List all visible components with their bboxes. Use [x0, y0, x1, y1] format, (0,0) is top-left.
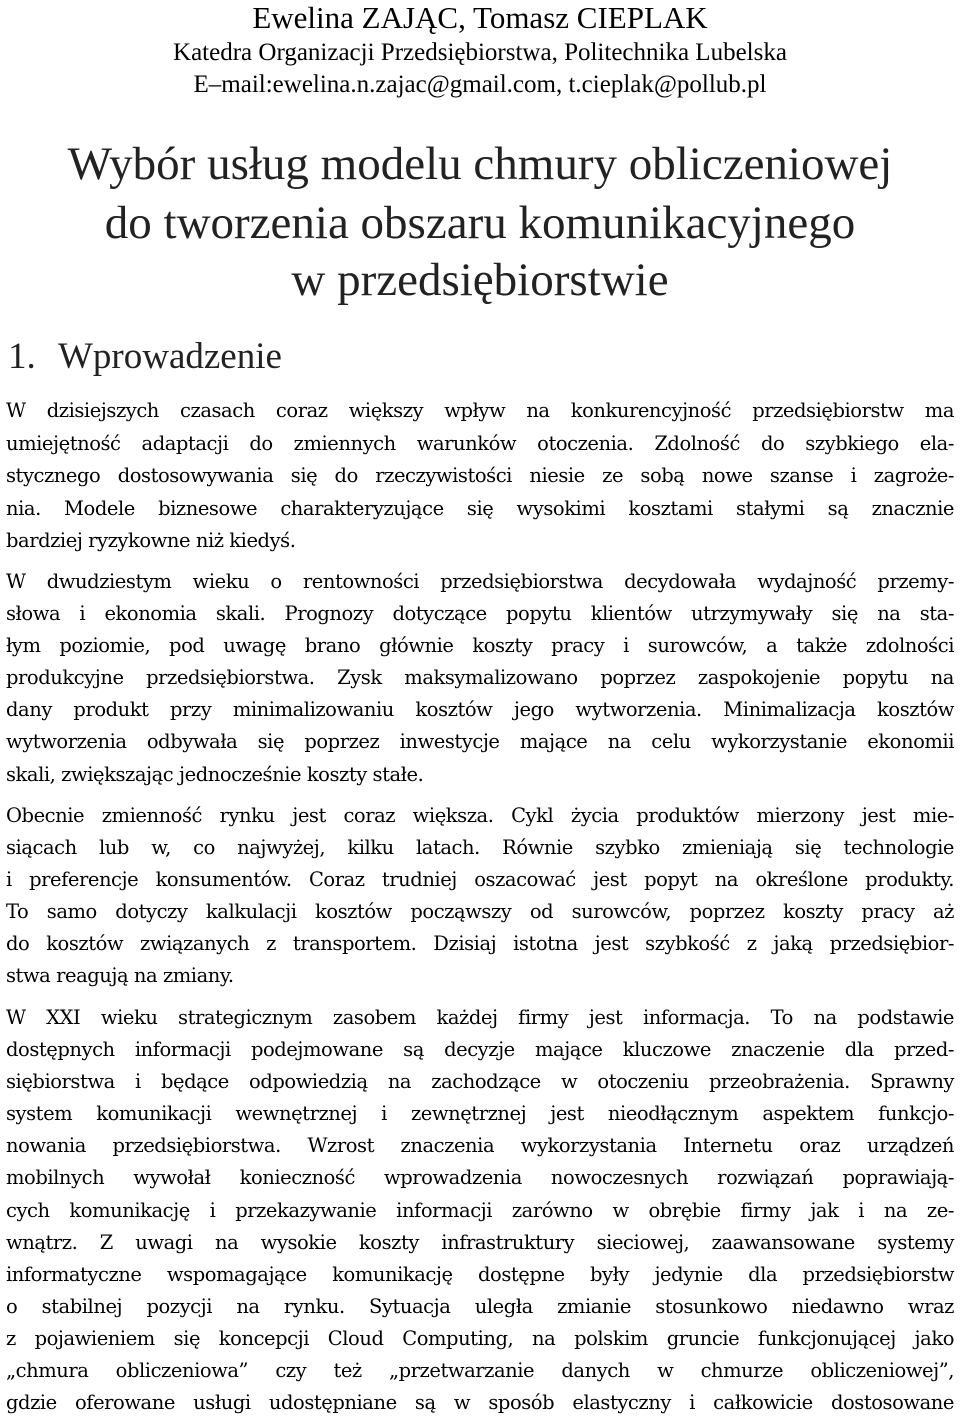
authors: Ewelina ZAJĄC, Tomasz CIEPLAK	[252, 0, 708, 35]
paragraph	[6, 800, 954, 993]
text-line: dany produkt przy minimalizowaniu kosztów jego wytworzenia. Minimalizacja kosztów	[6, 698, 954, 722]
text-line: „chmura obliczeniowa” czy też „przetwarzanie danych w chmurze obliczeniowej”,	[6, 1359, 954, 1383]
text-line: mobilnych wywołał konieczność wprowadzenia nowoczesnych rozwiązań poprawiają-	[6, 1166, 954, 1190]
text-line: bardziej ryzykowne niż kiedyś.	[6, 529, 296, 552]
paragraph	[6, 1002, 954, 1419]
paragraph	[6, 395, 954, 558]
text-line: W dwudziestym wieku o rentowności przedsiębiorstwa decydowała wydajność przemy-	[6, 570, 954, 593]
text-line: z pojawieniem się koncepcji Cloud Computing, na polskim gruncie funkcjonującej jako	[6, 1326, 954, 1350]
text-line: stycznego dostosowywania się do rzeczywistości niesie ze sobą nowe szanse i zagroże-	[6, 464, 954, 487]
affiliation: Katedra Organizacji Przedsiębiorstwa, Politechnika Lubelska	[173, 39, 787, 66]
text-line: dostępnych informacji podejmowane są decyzje mające kluczowe znaczenie dla przed-	[6, 1038, 954, 1062]
text-line: słowa i ekonomia skali. Prognozy dotyczące popytu klientów utrzymywały się na sta-	[6, 602, 954, 626]
text-line: wnątrz. Z uwagi na wysokie koszty infrastruktury sieciowej, zaawansowane systemy	[6, 1230, 954, 1254]
text-line: nowania przedsiębiorstwa. Wzrost znaczenia wykorzystania Internetu oraz urządzeń	[6, 1134, 954, 1158]
text-line: To samo dotyczy kalkulacji kosztów począwszy od surowców, poprzez koszty pracy aż	[6, 900, 954, 924]
text-line: informatyczne wspomagające komunikację dostępne były jedynie dla przedsiębiorstw	[6, 1262, 954, 1286]
title-line: w przedsiębiorstwie	[291, 254, 669, 306]
text-line: skali, zwiększając jednocześnie koszty stałe.	[6, 762, 424, 786]
text-line: gdzie oferowane usługi udostępniane są w sposób elastyczny i całkowicie dostosowane	[6, 1391, 954, 1415]
text-line: do kosztów związanych z transportem. Dzisiaj istotna jest szybkość z jaką przedsiębior-	[6, 932, 954, 956]
text-line: i preferencje konsumentów. Coraz trudniej oszacować jest popyt na określone produkty.	[6, 868, 954, 892]
text-line: o stabilnej pozycji na rynku. Sytuacja uległa zmianie stosunkowo niedawno wraz	[6, 1294, 954, 1318]
text-line: siącach lub w, co najwyżej, kilku latach. Równie szybko zmieniają się technologie	[6, 836, 954, 860]
section-title: Wprowadzenie	[58, 336, 282, 377]
text-line: W XXI wieku strategicznym zasobem każdej firmy jest informacja. To na podstawie	[6, 1006, 954, 1029]
section-heading	[8, 330, 282, 384]
text-line: stwa reagują na zmiany.	[6, 964, 234, 988]
text-line: wytworzenia odbywała się poprzez inwestycje mające na celu wykorzystanie ekonomii	[6, 730, 954, 754]
section-number: 1.	[8, 336, 36, 377]
text-line: siębiorstwa i będące odpowiedzią na zachodzące w otoczeniu przeobrażenia. Sprawny	[6, 1070, 954, 1094]
paragraph	[6, 566, 954, 791]
text-line: łym poziomie, pod uwagę brano głównie koszty pracy i surowców, a także zdolności	[6, 634, 954, 658]
text-line: W dzisiejszych czasach coraz większy wpływ na konkurencyjność przedsiębiorstw ma	[6, 399, 954, 422]
title-line: Wybór usług modelu chmury obliczeniowej	[67, 138, 893, 190]
text-line: umiejętność adaptacji do zmiennych warunków otoczenia. Zdolność do szybkiego ela-	[6, 431, 954, 455]
text-line: nia. Modele biznesowe charakteryzujące się wysokimi kosztami stałymi są znacznie	[6, 496, 954, 520]
text-line: Obecnie zmienność rynku jest coraz większa. Cykl życia produktów mierzony jest mie-	[6, 804, 954, 827]
text-line: cych komunikację i przekazywanie informacji zarówno w obrębie firmy jak i na ze-	[6, 1198, 954, 1222]
text-line: produkcyjne przedsiębiorstwa. Zysk maksymalizowano poprzez zaspokojenie popytu na	[6, 666, 954, 690]
author-emails: E–mail:ewelina.n.zajac@gmail.com, t.cieplak@pollub.pl	[193, 71, 767, 98]
title-line: do tworzenia obszaru komunikacyjnego	[104, 197, 856, 249]
text-line: system komunikacji wewnętrznej i zewnętrznej jest nieodłącznym aspektem funkcjo-	[6, 1102, 954, 1126]
